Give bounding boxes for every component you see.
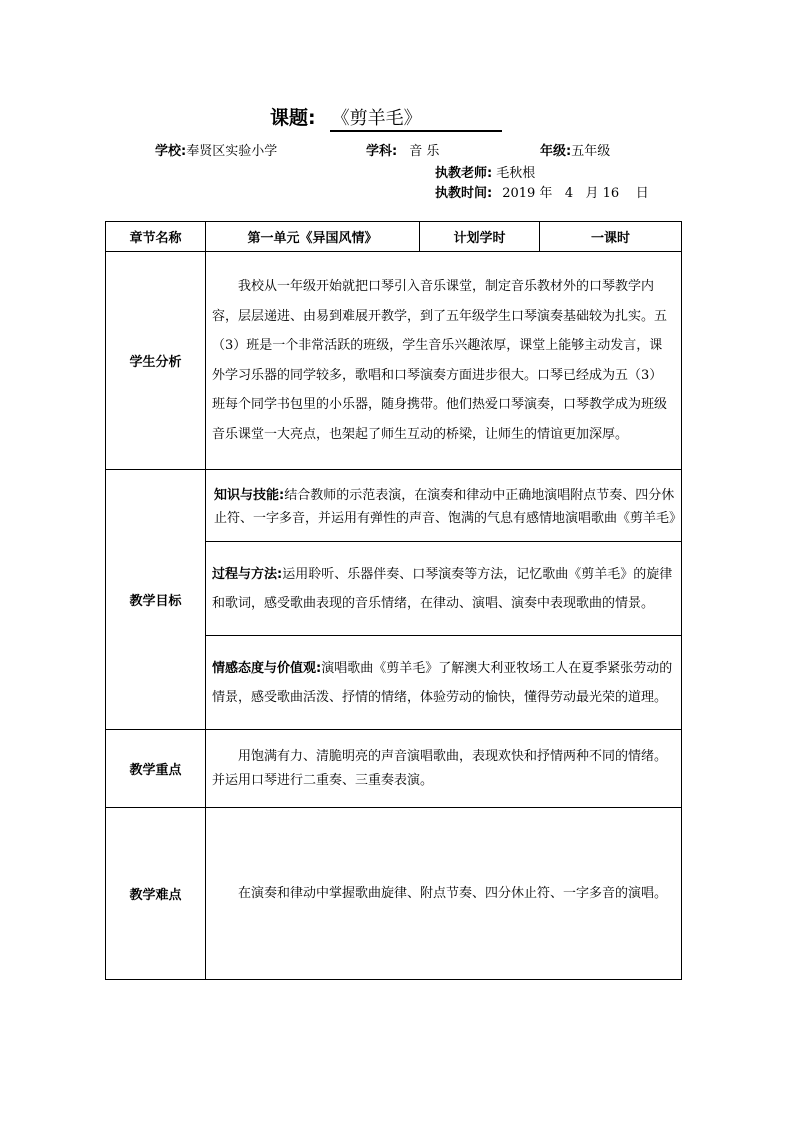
date-value: 2019 年 4 月 16 日 [502,186,649,201]
difficulties-label: 教学难点 [106,808,206,980]
student-analysis-label: 学生分析 [106,252,206,470]
hours-value: 一课时 [540,222,682,252]
key-points-text: 用饱满有力、清脆明亮的声音演唱歌曲，表现欢快和抒情两种不同的情绪。并运用口琴进行二重奏、三重奏表演。 [206,730,682,808]
chapter-value: 第一单元《异国风情》 [206,222,420,252]
title-label: 课题: [270,107,316,129]
lesson-title [270,103,502,132]
grade-line [540,140,610,159]
goal-knowledge-heading: 知识与技能: [214,487,285,503]
goal-knowledge-cell [206,470,682,542]
teaching-goals-label: 教学目标 [106,470,206,730]
date-line [435,182,649,201]
goal-knowledge-text: 结合教师的示范表演，在演奏和律动中正确地演唱附点节奏、四分休止符、一字多音，并运用有弹性的声音、饱满的气息有感情地演唱歌曲《剪羊毛》 [214,487,683,526]
teacher-label: 执教老师: [435,166,493,181]
goal-process-cell [206,542,682,636]
goal-process-text: 运用聆听、乐器伴奏、口琴演奏等方法，记忆歌曲《剪羊毛》的旋律和歌词，感受歌曲表现的音乐情绪，在律动、演唱、演奏中表现歌曲的情景。 [212,566,673,611]
subject-line [366,140,439,159]
difficulties-text: 在演奏和律动中掌握歌曲旋律、附点节奏、四分休止符、一字多音的演唱。 [206,808,682,980]
title-value: 《剪羊毛》 [330,108,502,132]
goal-knowledge-row [106,470,682,542]
student-analysis-text: 我校从一年级开始就把口琴引入音乐课堂，制定音乐教材外的口琴教学内容，层层递进、由易到难展开教学，到了五年级学生口琴演奏基础较为扎实。五（3）班是一个非常活跃的班级，学生音乐兴趣浓厚，课堂上能够主动发言，课外学习乐器的同学较多，歌唱和口琴演奏方面进步很大。口琴已经成为五（3）班每个同学书包里的小乐器，随身携带。他们热爱口琴演奏，口琴教学成为班级音乐课堂一大亮点，也架起了师生互动的桥梁，让师生的情谊更加深厚。 [206,252,682,470]
key-points-row [106,730,682,808]
hours-label: 计划学时 [420,222,540,252]
grade-value: 五年级 [571,144,611,159]
teacher-value: 毛秋根 [496,166,536,181]
subject-label: 学科: [366,144,398,159]
grade-label: 年级: [540,144,572,159]
teacher-line [435,162,535,181]
lesson-plan-table [105,221,682,980]
goal-attitude-heading: 情感态度与价值观: [212,660,322,676]
student-analysis-row [106,252,682,470]
chapter-row [106,222,682,252]
subject-value: 音 乐 [409,144,440,159]
goal-attitude-cell [206,636,682,730]
key-points-label: 教学重点 [106,730,206,808]
difficulties-row [106,808,682,980]
chapter-label: 章节名称 [106,222,206,252]
school-value: 奉贤区实验小学 [186,144,278,159]
date-label: 执教时间: [435,186,493,201]
school-label: 学校: [155,144,187,159]
goal-process-heading: 过程与方法: [212,566,283,582]
goal-attitude-text: 演唱歌曲《剪羊毛》了解澳大利亚牧场工人在夏季紧张劳动的情景，感受歌曲活泼、抒情的情绪，体验劳动的愉快，懂得劳动最光荣的道理。 [212,660,673,705]
school-line [155,140,277,159]
